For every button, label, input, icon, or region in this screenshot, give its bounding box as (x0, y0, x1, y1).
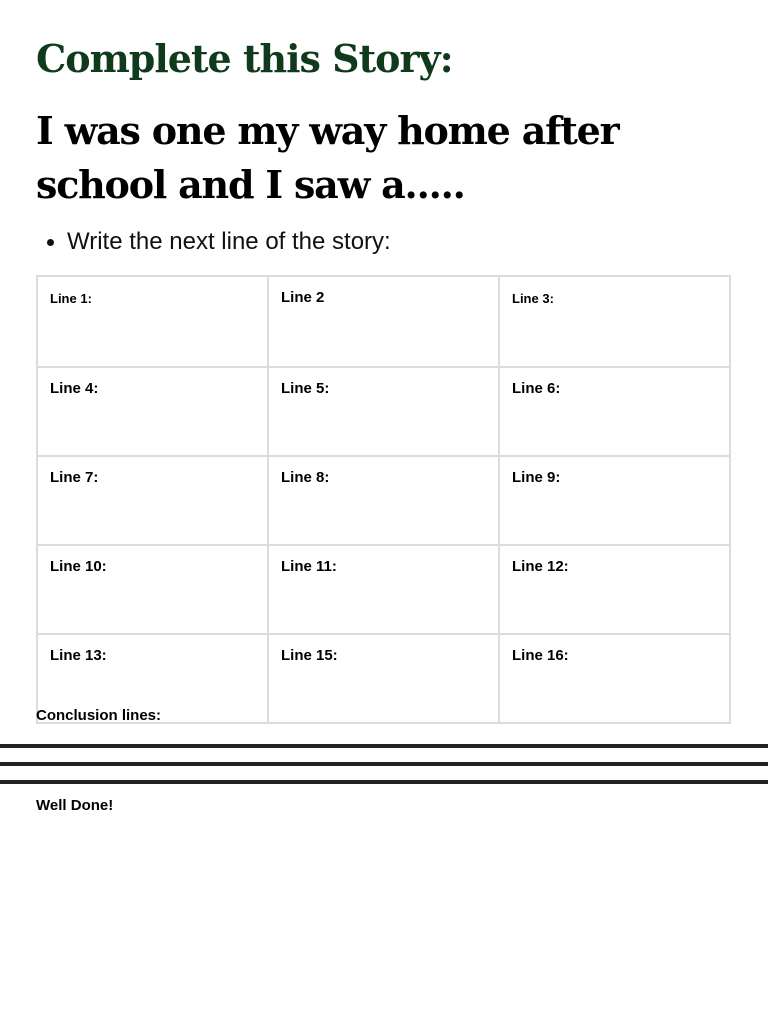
instructions-list (36, 226, 391, 258)
page-title: Complete this Story: (36, 36, 453, 81)
line-cell[interactable]: Line 3: (499, 276, 730, 367)
line-cell[interactable]: Line 15: (268, 634, 499, 723)
bullet-icon (47, 239, 54, 246)
grid-row (37, 456, 730, 545)
line-cell[interactable]: Line 4: (37, 367, 268, 456)
line-cell[interactable]: Line 6: (499, 367, 730, 456)
line-cell[interactable]: Line 12: (499, 545, 730, 634)
line-cell[interactable]: Line 8: (268, 456, 499, 545)
conclusion-label: Conclusion lines: (36, 707, 162, 724)
conclusion-writing-line[interactable] (0, 744, 768, 748)
grid-row (37, 276, 730, 367)
line-cell[interactable]: Line 5: (268, 367, 499, 456)
line-cell[interactable]: Line 9: (499, 456, 730, 545)
line-cell[interactable]: Line 10: (37, 545, 268, 634)
line-cell[interactable]: Line 7: (37, 456, 268, 545)
line-cell[interactable]: Line 16: (499, 634, 730, 723)
conclusion-writing-line[interactable] (0, 780, 768, 784)
grid-row (37, 545, 730, 634)
grid-row (37, 367, 730, 456)
closing-message: Well Done! (36, 797, 114, 814)
line-cell[interactable]: Line 1: (37, 276, 268, 367)
story-lines-grid (36, 275, 731, 724)
story-prompt: I was one my way home after school and I saw a..... (36, 108, 619, 207)
conclusion-writing-line[interactable] (0, 762, 768, 766)
line-cell[interactable]: Line 2 (268, 276, 499, 367)
instruction-item (36, 226, 391, 258)
line-cell[interactable]: Line 13: (37, 634, 268, 723)
instruction-text: Write the next line of the story: (67, 228, 391, 255)
line-cell[interactable]: Line 11: (268, 545, 499, 634)
